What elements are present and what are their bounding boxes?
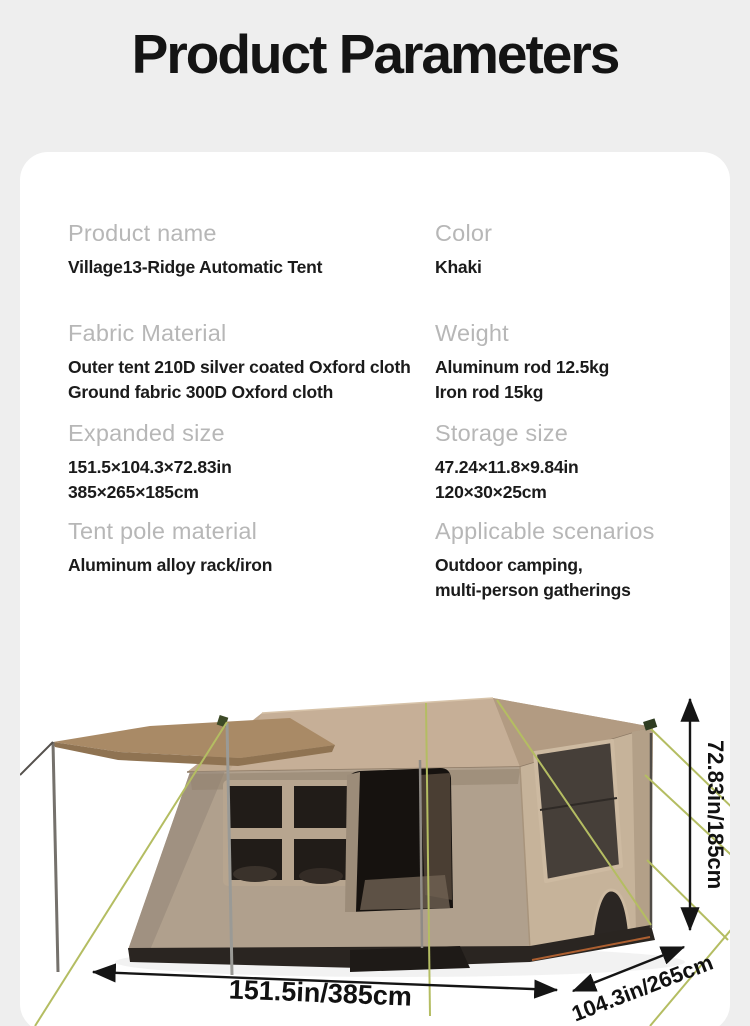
spec-expanded-size [68, 420, 428, 505]
depth-label: 104.3in/265cm [568, 949, 717, 1026]
specs-card [20, 152, 730, 1026]
width-label: 151.5in/385cm [228, 974, 413, 1012]
spec-value: Iron rod 15kg [435, 382, 544, 402]
spec-label: Applicable scenarios [435, 518, 655, 544]
spec-value: Outer tent 210D silver coated Oxford cloth [68, 357, 411, 377]
spec-label: Expanded size [68, 420, 225, 446]
spec-value: Aluminum rod 12.5kg [435, 357, 610, 377]
spec-value: Outdoor camping, [435, 555, 583, 575]
spec-product-name [68, 220, 428, 280]
spec-label: Product name [68, 220, 217, 246]
spec-value: Aluminum alloy rack/iron [68, 555, 273, 575]
spec-value: Village13-Ridge Automatic Tent [68, 257, 323, 277]
spec-value: Khaki [435, 257, 482, 277]
spec-label: Weight [435, 320, 509, 346]
spec-tent-pole-material [68, 518, 428, 578]
spec-fabric-material [68, 320, 428, 405]
spec-label: Color [435, 220, 493, 246]
spec-value: 47.24×11.8×9.84in [435, 457, 579, 477]
tent-door [345, 768, 453, 912]
spec-storage-size [435, 420, 750, 505]
spec-weight [435, 320, 750, 405]
spec-label: Fabric Material [68, 320, 227, 346]
right-window [535, 741, 621, 881]
spec-label: Storage size [435, 420, 569, 446]
spec-value: multi-person gatherings [435, 580, 631, 600]
front-window [223, 780, 354, 886]
tent-illustration [20, 650, 730, 1026]
spec-value: 385×265×185cm [68, 482, 199, 502]
spec-value: 151.5×104.3×72.83in [68, 457, 232, 477]
spec-value: 120×30×25cm [435, 482, 547, 502]
page-title: Product Parameters [131, 23, 619, 85]
spec-label: Tent pole material [68, 518, 258, 544]
spec-color [435, 220, 750, 280]
spec-value: Ground fabric 300D Oxford cloth [68, 382, 334, 402]
height-label: 72.83in/185cm [703, 740, 728, 890]
spec-applicable-scenarios [435, 518, 750, 603]
